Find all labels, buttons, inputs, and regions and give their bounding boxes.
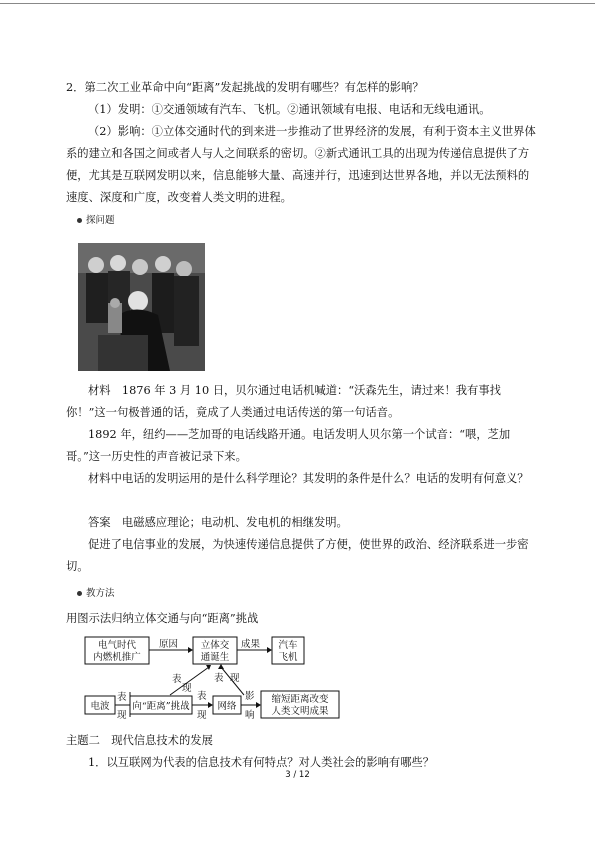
material-paragraph-2: 1892 年，纽约——芝加哥的电话线路开通。电话发明人贝尔第一个试音：“喂，芝加哥。”这一历史性的声音被记录下来。 bbox=[66, 428, 511, 463]
label-xian-4: 现 bbox=[197, 710, 207, 719]
box-car-plane-line2: 飞机 bbox=[278, 652, 298, 663]
label-xiang: 响 bbox=[245, 710, 255, 719]
box-network-text: 网络 bbox=[217, 701, 237, 712]
label-reason: 原因 bbox=[159, 639, 179, 650]
concept-diagram bbox=[84, 635, 342, 719]
label-biao-3: 表 bbox=[117, 692, 127, 703]
material-paragraph-1: 材料 1876 年 3 月 10 日，贝尔通过电话机喊道：“沃森先生，请过来！我有事找你！”这一句极普通的话，竟成了人类通过电话传送的第一句话音。 bbox=[66, 384, 501, 419]
label-biao-1: 表 bbox=[172, 674, 182, 685]
question-1: 1．以互联网为代表的信息技术有何特点？对人类社会的影响有哪些？ bbox=[88, 756, 435, 769]
question-2: 2．第二次工业革命中向“距离”发起挑战的发明有哪些？有怎样的影响？ bbox=[66, 81, 424, 94]
box-car-plane-line1: 汽车 bbox=[278, 640, 298, 651]
answer-line-1: 答案 电磁感应理论；电动机、发电机的相继发明。 bbox=[88, 516, 348, 529]
bullet-icon bbox=[77, 218, 82, 223]
label-biao-2: 表 bbox=[214, 673, 224, 684]
label-xian-3: 现 bbox=[117, 710, 127, 719]
box-3d-transport-line2: 通诞生 bbox=[200, 652, 230, 663]
material-question: 材料中电话的发明运用的是什么科学理论？其发明的条件是什么？电话的发明有何意义？ bbox=[88, 472, 529, 485]
bell-telephone-photo bbox=[78, 243, 205, 371]
method-intro: 用图示法归纳立体交通与向“距离”挑战 bbox=[66, 612, 259, 625]
box-outcome-line2: 人类文明成果 bbox=[271, 706, 329, 717]
box-challenge-text: 向“距离”挑战 bbox=[132, 701, 190, 712]
header-rule bbox=[0, 3, 595, 4]
impact-answer: （2）影响：①立体交通时代的到来进一步推动了世界经济的发展，有利于资本主义世界体系的建立和各国之间或者人与人之间联系的密切。②新式通讯工具的出现为传递信息提供了方便，尤其是互联网发明以来，信息能够大量、高速并行，迅速到达世界各地，并以无法预料的速度、深度和广度，改变着人类文明的进程。 bbox=[66, 125, 536, 204]
box-electric-age-line2: 内燃机推广 bbox=[93, 652, 141, 663]
label-xian-1: 现 bbox=[182, 683, 192, 694]
label-biao-4: 表 bbox=[197, 691, 207, 702]
bullet-icon bbox=[77, 591, 82, 596]
invention-answer: （1）发明：①交通领域有汽车、飞机。②通讯领域有电报、电话和无线电通讯。 bbox=[88, 103, 491, 116]
label-xian-2: 现 bbox=[230, 673, 240, 684]
box-electric-age-line1: 电气时代 bbox=[97, 640, 137, 651]
box-outcome-line1: 缩短距离改变 bbox=[271, 694, 329, 705]
answer-line-2: 促进了电信事业的发展，为快速传递信息提供了方便，使世界的政治、经济联系进一步密切。 bbox=[66, 538, 529, 573]
page-number: 3 / 12 bbox=[285, 770, 310, 780]
section-method-heading: 教方法 bbox=[77, 588, 115, 600]
section-ask-heading: 探问题 bbox=[77, 215, 115, 227]
label-ying: 影 bbox=[245, 691, 255, 702]
topic-2-heading: 主题二 现代信息技术的发展 bbox=[66, 734, 213, 747]
box-3d-transport-line1: 立体交 bbox=[200, 640, 230, 651]
box-radio-wave-text: 电波 bbox=[90, 701, 110, 712]
label-result: 成果 bbox=[241, 639, 261, 650]
